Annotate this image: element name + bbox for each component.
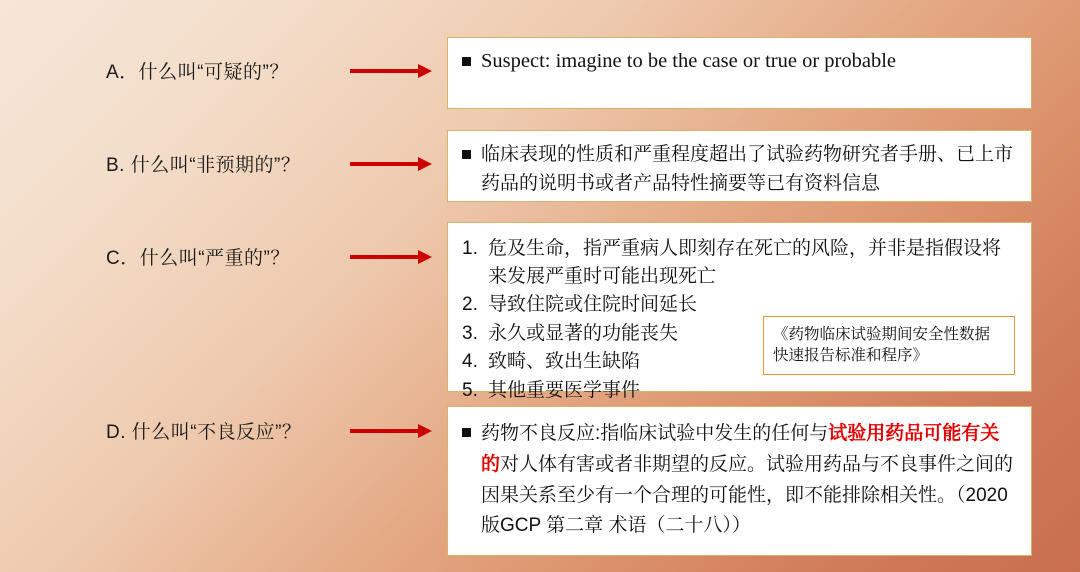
list-item-number: 5. bbox=[462, 379, 478, 401]
answer-box-c bbox=[447, 222, 1032, 401]
list-item-number: 1. bbox=[462, 238, 478, 259]
arrow-head bbox=[418, 157, 432, 171]
arrow-shaft bbox=[350, 255, 419, 259]
arrow-right-icon-a bbox=[350, 64, 432, 78]
square-bullet-icon bbox=[462, 428, 471, 437]
question-label-b: B. 什么叫“非预期的”？ bbox=[106, 155, 301, 176]
list-item-label: 其他重要医学事件 bbox=[488, 379, 641, 401]
question-label-a: A．什么叫“可疑的”？ bbox=[106, 62, 289, 83]
square-bullet-icon bbox=[462, 57, 471, 66]
list-item-number: 2. bbox=[462, 294, 478, 316]
question-label-c: C．什么叫“严重的”？ bbox=[106, 248, 290, 269]
answer-text-d-part1: 药物不良反应:指临床试验中发生的任何与 bbox=[481, 423, 829, 444]
list-item bbox=[462, 291, 1017, 319]
square-bullet-icon bbox=[462, 150, 471, 159]
list-item-number: 3. bbox=[462, 322, 478, 344]
arrow-shaft bbox=[350, 429, 419, 433]
answer-box-a bbox=[447, 37, 1032, 109]
bullet-row bbox=[462, 141, 1017, 198]
arrow-right-icon-d bbox=[350, 424, 432, 438]
arrow-shaft bbox=[350, 162, 419, 166]
answer-text-a: Suspect: imagine to be the case or true or probable bbox=[481, 50, 896, 72]
answer-text-d-highlight: 试验用药品可能有关的 bbox=[481, 423, 1000, 475]
arrow-right-icon-b bbox=[350, 157, 432, 171]
answer-text-b: 临床表现的性质和严重程度超出了试验药物研究者手册、已上市药品的说明书或者产品特性摘要等已有资料信息 bbox=[481, 144, 1014, 194]
bullet-row bbox=[462, 48, 1017, 76]
list-item bbox=[462, 235, 1017, 290]
arrow-right-icon-c bbox=[350, 250, 432, 264]
question-label-d: D. 什么叫“不良反应”？ bbox=[106, 422, 302, 443]
list-item-label: 导致住院或住院时间延长 bbox=[488, 294, 698, 316]
list-item-label: 永久或显著的功能丧失 bbox=[488, 322, 679, 344]
list-item bbox=[462, 377, 1017, 405]
list-item-label: 致畸、致出生缺陷 bbox=[488, 351, 641, 373]
bullet-row bbox=[462, 419, 1017, 542]
arrow-shaft bbox=[350, 69, 419, 73]
citation-box: 《药物临床试验期间安全性数据快速报告标准和程序》 bbox=[763, 316, 1015, 375]
answer-text-d bbox=[481, 419, 1017, 542]
arrow-head bbox=[418, 250, 432, 264]
list-item-label: 危及生命，指严重病人即刻存在死亡的风险，并非是指假设将来发展严重时可能出现死亡 bbox=[488, 238, 1002, 287]
list-item-number: 4. bbox=[462, 351, 478, 373]
arrow-head bbox=[418, 64, 432, 78]
answer-box-b bbox=[447, 130, 1032, 202]
arrow-head bbox=[418, 424, 432, 438]
answer-box-d bbox=[447, 406, 1032, 556]
answer-text-d-part2: 对人体有害或者非期望的反应。试验用药品与不良事件之间的因果关系至少有一个合理的可能性，即不能排除相关性。（2020版GCP 第二章 术语（二十八）） bbox=[481, 453, 1014, 537]
